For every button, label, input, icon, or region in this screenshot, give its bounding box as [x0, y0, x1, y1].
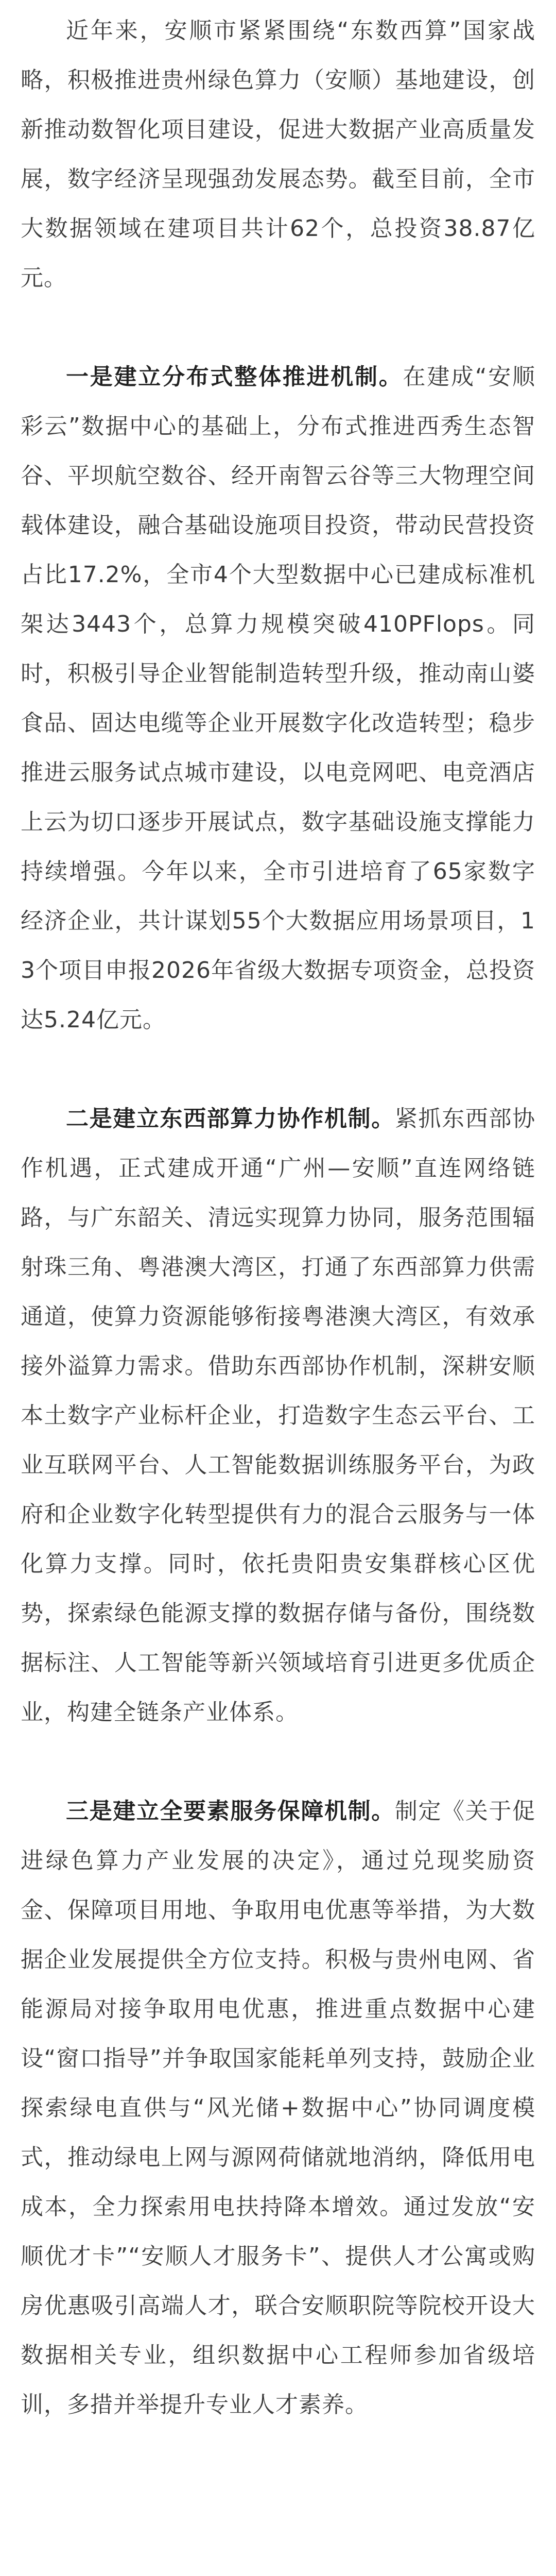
paragraph-service-mechanism [21, 1787, 535, 2430]
paragraph-intro-text: 近年来，安顺市紧紧围绕“东数西算”国家战略，积极推进贵州绿色算力（安顺）基地建设，创新推动数智化项目建设，促进大数据产业高质量发展，数字经济呈现强劲发展态势。截至目前，全市大数据领域在建项目共计62个，总投资38.87亿元。 [21, 18, 535, 291]
paragraph-body-text: 紧抓东西部协作机遇，正式建成开通“广州—安顺”直连网络链路，与广东韶关、清远实现算力协同，服务范围辐射珠三角、粤港澳大湾区，打通了东西部算力供需通道，使算力资源能够衔接粤港澳大湾区，有效承接外溢算力需求。借助东西部协作机制，深耕安顺本土数字产业标杆企业，打造数字生态云平台、工业互联网平台、人工智能数据训练服务平台，为政府和企业数字化转型提供有力的混合云服务与一体化算力支撑。同时，依托贵阳贵安集群核心区优势，探索绿色能源支撑的数据存储与备份，围绕数据标注、人工智能等新兴领域培育引进更多优质企业，构建全链条产业体系。 [21, 1106, 536, 1725]
paragraph-lead-heading: 二是建立东西部算力协作机制。 [66, 1106, 395, 1132]
paragraph-lead-heading: 一是建立分布式整体推进机制。 [66, 364, 403, 390]
paragraph-body-text: 制定《关于促进绿色算力产业发展的决定》，通过兑现奖励资金、保障项目用地、争取用电优惠等举措，为大数据企业发展提供全方位支持。积极与贵州电网、省能源局对接争取用电优惠，推进重点数据中心建设“窗口指导”并争取国家能耗单列支持，鼓励企业探索绿电直供与“风光储+数据中心”协同调度模式，推动绿电上网与源网荷储就地消纳，降低用电成本，全力探索用电扶持降本增效。通过发放“安顺优才卡”“安顺人才服务卡”、提供人才公寓或购房优惠吸引高端人才，联合安顺职院等院校开设大数据相关专业，组织数据中心工程师参加省级培训，多措并举提升专业人才素养。 [21, 1798, 536, 2418]
paragraph-east-west-mechanism [21, 1094, 535, 1737]
paragraph-lead-heading: 三是建立全要素服务保障机制。 [66, 1798, 395, 1824]
paragraph-distributed-mechanism [21, 352, 535, 1045]
paragraph-body-text: 在建成“安顺彩云”数据中心的基础上，分布式推进西秀生态智谷、平坝航空数谷、经开南智云谷等三大物理空间载体建设，融合基础设施项目投资，带动民营投资占比17.2%，全市4个大型数据中心已建成标准机架达3443个，总算力规模突破410PFlops。同时，积极引导企业智能制造转型升级，推动南山婆食品、固达电缆等企业开展数字化改造转型；稳步推进云服务试点城市建设，以电竞网吧、电竞酒店上云为切口逐步开展试点，数字基础设施支撑能力持续增强。今年以来，全市引进培育了65家数字经济企业，共计谋划55个大数据应用场景项目，13个项目申报2026年省级大数据专项资金，总投资达5.24亿元。 [21, 364, 536, 1033]
paragraph-intro [21, 6, 535, 303]
